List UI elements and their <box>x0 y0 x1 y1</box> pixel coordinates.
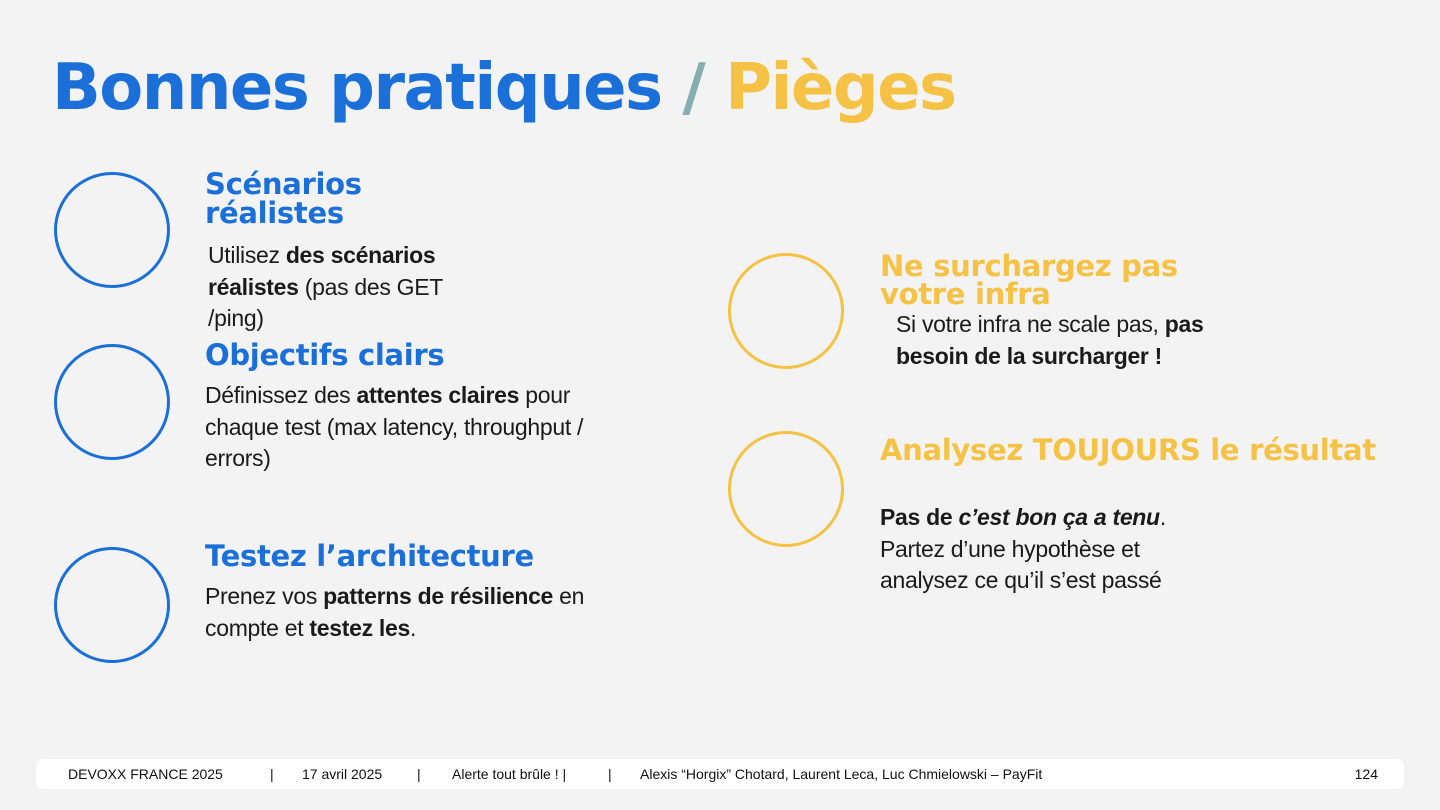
pitfall-analyze-results <box>880 433 1410 597</box>
pitfall-overload-infra <box>880 249 1270 372</box>
practice-text: Utilisez des scénarios réalistes (pas des GET /ping) <box>208 242 443 331</box>
circle-icon <box>728 431 844 547</box>
pitfall-heading: Ne surchargez pas votre infra <box>880 249 1178 311</box>
title-good-practices: Bonnes pratiques <box>52 51 662 125</box>
practice-realistic-scenarios <box>205 167 495 335</box>
footer-talk-title: Alerte tout brûle ! | <box>452 766 567 782</box>
footer-separator: | <box>417 766 421 782</box>
practice-heading: Objectifs clairs <box>205 338 445 372</box>
footer-page-number: 124 <box>1354 766 1378 782</box>
circle-icon <box>54 547 170 663</box>
pitfall-text: Pas de c’est bon ça a tenu. Partez d’une hypothèse et analysez ce qu’il s’est passé <box>880 504 1166 593</box>
circle-icon <box>54 344 170 460</box>
practice-heading: Scénarios réalistes <box>205 167 362 230</box>
footer-date: 17 avril 2025 <box>302 766 383 782</box>
practice-heading: Testez l’architecture <box>205 539 534 573</box>
title-pitfalls: Pièges <box>725 51 956 125</box>
footer-bar <box>36 759 1404 789</box>
pitfall-text: Si votre infra ne scale pas, pas besoin de la surcharger ! <box>896 311 1204 369</box>
slide-title <box>52 52 956 126</box>
footer-event: DEVOXX FRANCE 2025 <box>68 766 223 782</box>
practice-clear-objectives <box>205 338 645 475</box>
footer-authors: Alexis “Horgix” Chotard, Laurent Leca, Luc Chmielowski – PayFit <box>640 766 1043 782</box>
circle-icon <box>728 253 844 369</box>
title-separator: / <box>682 51 705 125</box>
footer-separator: | <box>608 766 612 782</box>
practice-text: Prenez vos patterns de résilience en compte et testez les. <box>205 583 585 641</box>
pitfall-heading: Analysez TOUJOURS le résultat <box>880 433 1376 467</box>
footer-separator: | <box>270 766 274 782</box>
practice-test-architecture <box>205 539 645 644</box>
circle-icon <box>54 172 170 288</box>
practice-text: Définissez des attentes claires pour chaque test (max latency, throughput / errors) <box>205 382 584 471</box>
